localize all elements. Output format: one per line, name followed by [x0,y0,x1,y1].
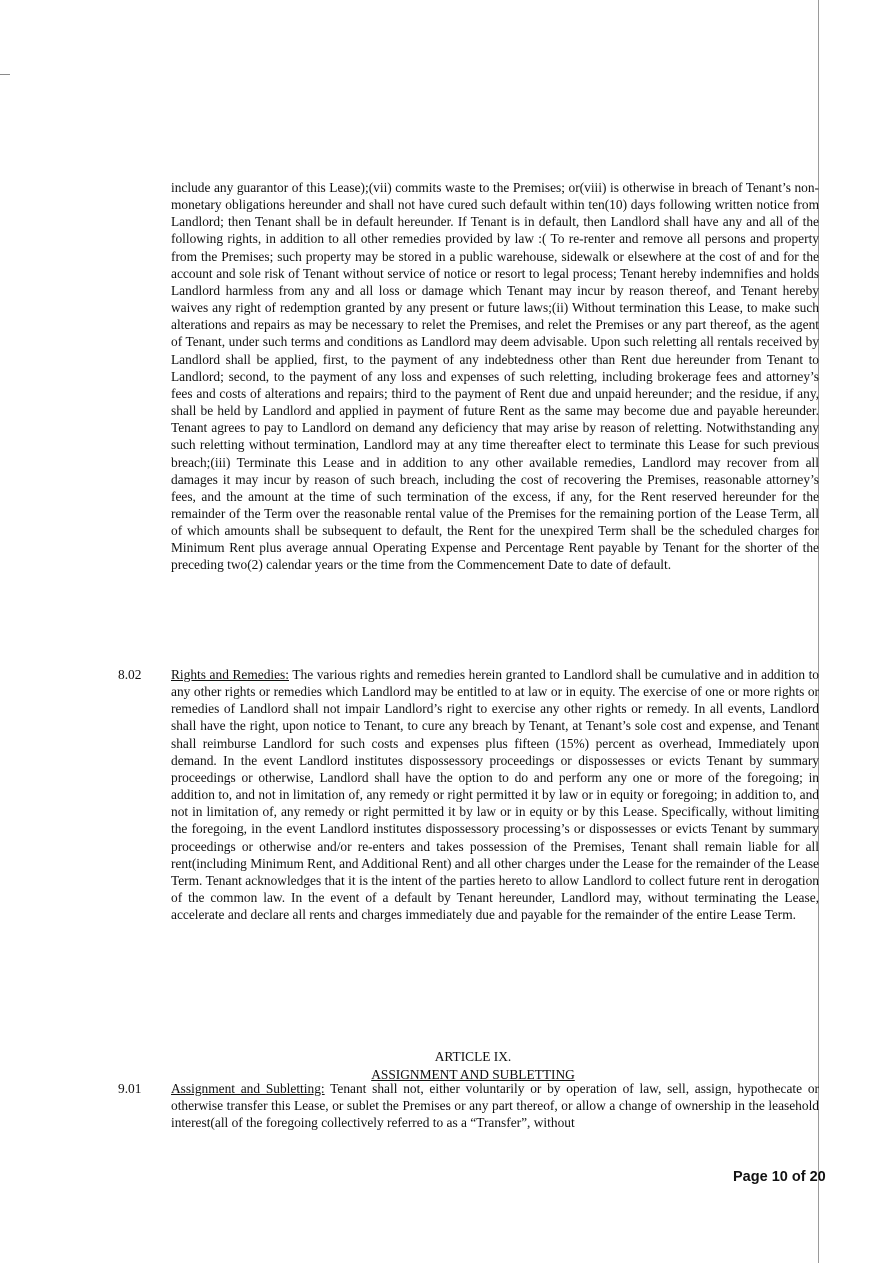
section-9-01-text: Tenant shall not, either voluntarily or by operation of law, sell, assign, hypothecate or otherwise transfer this Lease, or sublet the Premises or any part thereof, or allow a change of ownership in the leasehold interest(all of the foregoing collectively referred to as a “Transfer”, without [171,1081,819,1131]
section-9-01-heading: Assignment and Subletting: [171,1081,325,1096]
section-8-02-heading: Rights and Remedies: [171,667,289,682]
section-9-01-paragraph [171,1080,819,1131]
article-number: ARTICLE IX. [434,1049,512,1064]
section-8-02-paragraph [171,666,819,923]
section-number-9-01: 9.01 [118,1081,142,1096]
page-footer [733,1169,826,1185]
footer-page-label: Page [733,1169,768,1185]
footer-page-number: 10 [771,1169,788,1185]
section-8-02-text: The various rights and remedies herein granted to Landlord shall be cumulative and in addition to any other rights or remedies which Landlord may be entitled to at law or in equity. The exercise of one or more rights or remedies of Landlord shall not impair Landlord’s right to exercise any other rights or remedy. In all events, Landlord shall have the right, upon notice to Tenant, to cure any breach by Tenant, at Tenant’s sole cost and expense, and Tenant shall reimburse Landlord for such costs and expenses plus fifteen (15%) percent as overhead, Immediately upon demand. In the event Landlord institutes dispossessory proceedings or dispossesses or evicts Tenant by summary proceedings or otherwise, Landlord shall have the option to do and perform any one or more of the foregoing; in addition to, and not in limitation of, any remedy or right permitted it by law or in equity or foregoing; in addition to, and not in limitation of, any remedy or right permitted it by law or in equity or by this Lease. Specifically, without limiting the foregoing, in the event Landlord institutes dispossessory processing’s or dispossesses or evicts Tenant by summary proceedings or otherwise and/or re-enters and takes possession of the Premises, Tenant shall remain liable for all rent(including Minimum Rent, and Additional Rent) and all other charges under the Lease for the remainder of the Lease Term. Tenant acknowledges that it is the intent of the parties hereto to allow Landlord to collect future rent in derogation of the common law. In the event of a default by Tenant hereunder, Landlord may, without terminating the Lease, accelerate and declare all rents and charges immediately due and payable for the remainder of the entire Lease Term. [171,667,820,923]
section-number-8-02: 8.02 [118,667,142,682]
article-title: ASSIGNMENT AND SUBLETTING [371,1067,575,1082]
scan-mark [0,74,10,75]
footer-page-total: 20 [809,1169,826,1185]
default-remedies-paragraph: include any guarantor of this Lease);(vii) commits waste to the Premises; or(viii) is otherwise in breach of Tenant’s non-monetary obligations hereunder and shall not have cured such default within ten(10) days following written notice from Landlord; then Tenant shall be in default hereunder. If Tenant is in default, then Landlord shall have any and all of the following rights, in addition to all other remedies provided by law :( To re-renter and remove all persons and property from the Premises; such property may be stored in a public warehouse, sidewalk or elsewhere at the cost of and for the account and sole risk of Tenant without service of notice or resort to legal process; Tenant hereby indemnifies and holds Landlord harmless from any and all loss or damage which Tenant may incur by reason thereof, and Tenant hereby waives any right of redemption granted by any present or future laws;(ii) Without termination this Lease, to make such alterations and repairs as may be necessary to relet the Premises, and relet the Premises or any part thereof, as the agent of Tenant, under such terms and conditions as Landlord may deem advisable. Upon such reletting all rentals received by Landlord shall be applied, first, to the payment of any indebtedness other than Rent due hereunder from Tenant to Landlord; second, to the payment of any loss and expenses of such reletting, including brokerage fees and attorney’s fees and costs of alterations and repairs; third to the payment of Rent due and unpaid hereunder; and the residue, if any, shall be held by Landlord and applied in payment of future Rent as the same may become due and payable hereunder. Tenant agrees to pay to Landlord on demand any deficiency that may arise by reason of reletting. Notwithstanding any such reletting without termination, Landlord may at any time thereafter elect to terminate this Lease for such previous breach;(iii) Terminate this Lease and in addition to any other available remedies, Landlord may recover from all damages it may incur by reason of such breach, including the cost of recovering the Premises, reasonable attorney’s fees, and the amount at the time of such termination of the excess, if any, for the Rent reserved hereunder for the remainder of the Term over the reasonable rental value of the Premises for the remaining portion of the Lease Term, all of which amounts shall be subsequent to default, the Rent for the unexpired Term shall be the scheduled charges for Minimum Rent plus average annual Operating Expense and Percentage Rent payable by Tenant for the shorter of the preceding two(2) calendar years or the time from the Commencement Date to date of default. [171,180,819,573]
footer-of: of [791,1169,806,1185]
